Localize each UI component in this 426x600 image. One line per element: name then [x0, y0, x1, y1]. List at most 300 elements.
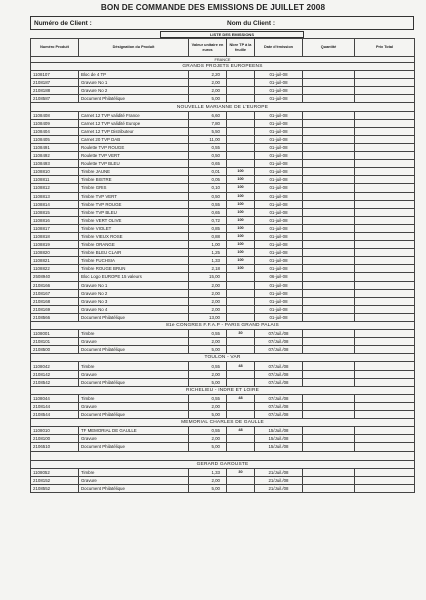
quantity-cell[interactable] [303, 119, 355, 127]
product-number-cell: 1108409 [31, 119, 79, 127]
col-header-quantite: Quantité [303, 39, 355, 57]
unit-value-cell: 0,50 [189, 152, 227, 160]
product-number-cell: 2108542 [31, 378, 79, 386]
quantity-cell[interactable] [303, 476, 355, 484]
quantity-cell[interactable] [303, 216, 355, 224]
client-name-label: Nom du Client : [227, 19, 276, 27]
stamps-per-sheet-cell: 100 [227, 200, 255, 208]
emission-date-cell: 01-juil-08 [255, 216, 303, 224]
product-name-cell: Timbre VIOLET [79, 224, 189, 232]
product-name-cell: Timbre [79, 394, 189, 402]
product-name-cell: Timbre ORANGE [79, 241, 189, 249]
unit-value-cell: 1,33 [189, 257, 227, 265]
product-name-cell: Carnet 12 TVP validité Europe [79, 119, 189, 127]
unit-value-cell: 0,65 [189, 160, 227, 168]
total-price-cell[interactable] [355, 402, 415, 410]
product-number-cell: 2108566 [31, 313, 79, 321]
product-number-cell: 2108187 [31, 79, 79, 87]
unit-value-cell: 2,00 [189, 338, 227, 346]
total-price-cell[interactable] [355, 143, 415, 151]
quantity-cell[interactable] [303, 184, 355, 192]
product-name-cell: TF MEMORIAL DE GAULLE [79, 427, 189, 435]
client-number-label: Numéro de Client : [34, 19, 92, 27]
unit-value-cell: 0,10 [189, 184, 227, 192]
unit-value-cell: 13,00 [189, 313, 227, 321]
quantity-cell[interactable] [303, 135, 355, 143]
product-number-cell: 1108493 [31, 160, 79, 168]
table-row [31, 362, 415, 370]
unit-value-cell: 0,55 [189, 143, 227, 151]
total-price-cell[interactable] [355, 411, 415, 419]
total-price-cell[interactable] [355, 87, 415, 95]
table-row [31, 119, 415, 127]
quantity-cell[interactable] [303, 362, 355, 370]
stamps-per-sheet-cell [227, 127, 255, 135]
total-price-cell[interactable] [355, 216, 415, 224]
stamps-per-sheet-cell: 100 [227, 216, 255, 224]
product-name-cell: Timbre FUCHSIA [79, 257, 189, 265]
unit-value-cell: 7,80 [189, 119, 227, 127]
total-price-cell[interactable] [355, 273, 415, 281]
unit-value-cell: 0,85 [189, 224, 227, 232]
table-row [31, 281, 415, 289]
stamps-per-sheet-cell: 100 [227, 257, 255, 265]
total-price-cell[interactable] [355, 484, 415, 492]
product-name-cell: Timbre [79, 330, 189, 338]
emission-date-cell: 01-juil-08 [255, 232, 303, 240]
product-number-cell: 1108820 [31, 249, 79, 257]
product-number-cell: 1108044 [31, 394, 79, 402]
total-price-cell[interactable] [355, 232, 415, 240]
product-number-cell: 2108142 [31, 370, 79, 378]
table-row [31, 208, 415, 216]
product-name-cell: Document Philatélique [79, 313, 189, 321]
quantity-cell[interactable] [303, 152, 355, 160]
product-name-cell: Document Philatélique [79, 378, 189, 386]
table-row [31, 346, 415, 354]
product-number-cell: 1108821 [31, 257, 79, 265]
table-row [31, 273, 415, 281]
quantity-cell[interactable] [303, 87, 355, 95]
emission-date-cell: 01-juil-08 [255, 184, 303, 192]
emission-date-cell: 07/Juil./08 [255, 411, 303, 419]
emission-date-cell: 01-juil-08 [255, 95, 303, 103]
product-name-cell: Gravure No 4 [79, 305, 189, 313]
unit-value-cell: 0,01 [189, 168, 227, 176]
emission-date-cell: 01-juil-08 [255, 249, 303, 257]
emission-date-cell: 07/Juil./08 [255, 330, 303, 338]
quantity-cell[interactable] [303, 208, 355, 216]
stamps-per-sheet-cell [227, 87, 255, 95]
table-row [31, 200, 415, 208]
quantity-cell[interactable] [303, 427, 355, 435]
quantity-cell[interactable] [303, 297, 355, 305]
product-number-cell: 1108818 [31, 232, 79, 240]
product-name-cell: Carnet 20 TVP DAB [79, 135, 189, 143]
quantity-cell[interactable] [303, 346, 355, 354]
stamps-per-sheet-cell: 100 [227, 249, 255, 257]
table-row [31, 232, 415, 240]
col-header-date: Date d'émission [255, 39, 303, 57]
total-price-cell[interactable] [355, 443, 415, 451]
emission-date-cell: 06-juil-08 [255, 273, 303, 281]
emission-date-cell: 07/Juil./08 [255, 338, 303, 346]
product-number-cell: 1108814 [31, 200, 79, 208]
table-row [31, 435, 415, 443]
quantity-cell[interactable] [303, 160, 355, 168]
unit-value-cell: 6,60 [189, 111, 227, 119]
product-name-cell: Gravure No 2 [79, 289, 189, 297]
product-name-cell: Roulette TVP ROUGE [79, 143, 189, 151]
product-name-cell: Roulette TVP VERT [79, 152, 189, 160]
unit-value-cell: 0,05 [189, 176, 227, 184]
quantity-cell[interactable] [303, 143, 355, 151]
emission-date-cell: 01-juil-08 [255, 257, 303, 265]
unit-value-cell: 0,55 [189, 330, 227, 338]
product-name-cell: Timbre TVP ROUGE [79, 200, 189, 208]
total-price-cell[interactable] [355, 135, 415, 143]
stamps-per-sheet-cell [227, 346, 255, 354]
stamps-per-sheet-cell [227, 305, 255, 313]
total-price-cell[interactable] [355, 127, 415, 135]
stamps-per-sheet-cell: 48 [227, 362, 255, 370]
total-price-cell[interactable] [355, 257, 415, 265]
product-number-cell: 2108144 [31, 402, 79, 410]
stamps-per-sheet-cell [227, 135, 255, 143]
product-number-cell: 1108010 [31, 427, 79, 435]
total-price-cell[interactable] [355, 71, 415, 79]
section-header-row [31, 460, 415, 468]
emission-date-cell: 15/Juil./08 [255, 435, 303, 443]
product-number-cell: 1108107 [31, 71, 79, 79]
quantity-cell[interactable] [303, 402, 355, 410]
unit-value-cell: 2,00 [189, 305, 227, 313]
table-row [31, 241, 415, 249]
total-price-cell[interactable] [355, 119, 415, 127]
emission-date-cell: 01-juil-08 [255, 281, 303, 289]
product-name-cell: Document Philatélique [79, 95, 189, 103]
col-header-valeur: Valeur unitaire en euros [189, 39, 227, 57]
quantity-cell[interactable] [303, 224, 355, 232]
stamps-per-sheet-cell [227, 289, 255, 297]
table-header-row [31, 39, 415, 57]
section-title: MEMORIAL CHARLES DE GAULLE [31, 419, 415, 427]
unit-value-cell: 2,00 [189, 289, 227, 297]
product-name-cell: Timbre TVP BLEU [79, 208, 189, 216]
unit-value-cell: 5,00 [189, 484, 227, 492]
spacer-row [31, 451, 415, 460]
total-price-cell[interactable] [355, 111, 415, 119]
quantity-cell[interactable] [303, 435, 355, 443]
emission-date-cell: 07/Juil./08 [255, 394, 303, 402]
unit-value-cell: 2,00 [189, 281, 227, 289]
quantity-cell[interactable] [303, 232, 355, 240]
total-price-cell[interactable] [355, 289, 415, 297]
quantity-cell[interactable] [303, 273, 355, 281]
product-number-cell: 1108492 [31, 152, 79, 160]
unit-value-cell: 0,55 [189, 394, 227, 402]
total-price-cell[interactable] [355, 305, 415, 313]
emission-date-cell: 15/Juil./08 [255, 443, 303, 451]
total-price-cell[interactable] [355, 192, 415, 200]
unit-value-cell: 5,00 [189, 346, 227, 354]
emission-date-cell: 21/Juil./08 [255, 468, 303, 476]
product-number-cell: 2108152 [31, 476, 79, 484]
quantity-cell[interactable] [303, 265, 355, 273]
table-row [31, 378, 415, 386]
country-label: FRANCE [31, 57, 415, 63]
section-title: 81e CONGRES F.F.A.P - PARIS GRAND PALAIS [31, 322, 415, 330]
product-number-cell: 2108188 [31, 87, 79, 95]
stamps-per-sheet-cell [227, 119, 255, 127]
emission-date-cell: 01-juil-08 [255, 152, 303, 160]
stamps-per-sheet-cell [227, 476, 255, 484]
table-row [31, 249, 415, 257]
emission-date-cell: 01-juil-08 [255, 127, 303, 135]
table-row [31, 216, 415, 224]
total-price-cell[interactable] [355, 265, 415, 273]
product-number-cell: 1108042 [31, 362, 79, 370]
product-number-cell: 2108544 [31, 411, 79, 419]
emission-date-cell: 01-juil-08 [255, 160, 303, 168]
product-name-cell: Timbre BISTRE [79, 176, 189, 184]
total-price-cell[interactable] [355, 468, 415, 476]
stamps-per-sheet-cell [227, 338, 255, 346]
total-price-cell[interactable] [355, 338, 415, 346]
emission-date-cell: 01-juil-08 [255, 176, 303, 184]
product-name-cell: Bloc de 4 TP [79, 71, 189, 79]
emission-date-cell: 01-juil-08 [255, 119, 303, 127]
quantity-cell[interactable] [303, 257, 355, 265]
client-info-box [30, 16, 414, 30]
table-row [31, 224, 415, 232]
quantity-cell[interactable] [303, 200, 355, 208]
total-price-cell[interactable] [355, 176, 415, 184]
emission-date-cell: 01-juil-08 [255, 241, 303, 249]
quantity-cell[interactable] [303, 443, 355, 451]
emission-date-cell: 01-juil-08 [255, 87, 303, 95]
total-price-cell[interactable] [355, 79, 415, 87]
table-row [31, 313, 415, 321]
total-price-cell[interactable] [355, 394, 415, 402]
product-number-cell: 1108819 [31, 241, 79, 249]
product-number-cell: 2108100 [31, 435, 79, 443]
total-price-cell[interactable] [355, 476, 415, 484]
total-price-cell[interactable] [355, 168, 415, 176]
table-row [31, 257, 415, 265]
quantity-cell[interactable] [303, 289, 355, 297]
quantity-cell[interactable] [303, 192, 355, 200]
emission-date-cell: 01-juil-08 [255, 143, 303, 151]
total-price-cell[interactable] [355, 435, 415, 443]
stamps-per-sheet-cell [227, 378, 255, 386]
total-price-cell[interactable] [355, 208, 415, 216]
table-row [31, 394, 415, 402]
product-name-cell: Carnet 12 TVP Distributeur [79, 127, 189, 135]
total-price-cell[interactable] [355, 241, 415, 249]
emission-date-cell: 01-juil-08 [255, 305, 303, 313]
product-name-cell: Document Philatélique [79, 443, 189, 451]
unit-value-cell: 0,72 [189, 216, 227, 224]
total-price-cell[interactable] [355, 152, 415, 160]
unit-value-cell: 2,20 [189, 71, 227, 79]
product-number-cell: 1108816 [31, 216, 79, 224]
total-price-cell[interactable] [355, 362, 415, 370]
total-price-cell[interactable] [355, 160, 415, 168]
quantity-cell[interactable] [303, 468, 355, 476]
stamps-per-sheet-cell: 30 [227, 468, 255, 476]
quantity-cell[interactable] [303, 370, 355, 378]
stamps-per-sheet-cell [227, 435, 255, 443]
emission-date-cell: 01-juil-08 [255, 71, 303, 79]
liste-emissions-label: LISTE DES EMISSIONS [160, 31, 304, 38]
table-row [31, 370, 415, 378]
total-price-cell[interactable] [355, 370, 415, 378]
product-name-cell: Timbre BLEU CLAIR [79, 249, 189, 257]
table-row [31, 411, 415, 419]
unit-value-cell: 2,00 [189, 370, 227, 378]
product-number-cell: 1108815 [31, 208, 79, 216]
unit-value-cell: 5,00 [189, 411, 227, 419]
product-name-cell: Gravure [79, 338, 189, 346]
table-row [31, 184, 415, 192]
stamps-per-sheet-cell: 48 [227, 394, 255, 402]
quantity-cell[interactable] [303, 394, 355, 402]
product-name-cell: Document Philatélique [79, 411, 189, 419]
product-name-cell: Gravure No 2 [79, 87, 189, 95]
table-row [31, 192, 415, 200]
product-name-cell: Gravure No 3 [79, 297, 189, 305]
total-price-cell[interactable] [355, 346, 415, 354]
unit-value-cell: 0,55 [189, 200, 227, 208]
product-number-cell: 1108817 [31, 224, 79, 232]
table-row [31, 338, 415, 346]
quantity-cell[interactable] [303, 313, 355, 321]
total-price-cell[interactable] [355, 297, 415, 305]
unit-value-cell: 0,55 [189, 427, 227, 435]
quantity-cell[interactable] [303, 176, 355, 184]
emission-date-cell: 01-juil-08 [255, 192, 303, 200]
stamps-per-sheet-cell: 30 [227, 330, 255, 338]
stamps-per-sheet-cell [227, 152, 255, 160]
quantity-cell[interactable] [303, 378, 355, 386]
emission-date-cell: 15/Juil./08 [255, 427, 303, 435]
unit-value-cell: 1,33 [189, 468, 227, 476]
product-name-cell: Timbre VIEUX ROSE [79, 232, 189, 240]
stamps-per-sheet-cell [227, 313, 255, 321]
total-price-cell[interactable] [355, 427, 415, 435]
quantity-cell[interactable] [303, 111, 355, 119]
unit-value-cell: 15,00 [189, 273, 227, 281]
product-number-cell: 1108813 [31, 192, 79, 200]
total-price-cell[interactable] [355, 184, 415, 192]
stamps-per-sheet-cell [227, 160, 255, 168]
quantity-cell[interactable] [303, 79, 355, 87]
unit-value-cell: 1,25 [189, 249, 227, 257]
product-name-cell: Roulette TVP BLEU [79, 160, 189, 168]
product-name-cell: Gravure [79, 370, 189, 378]
total-price-cell[interactable] [355, 281, 415, 289]
stamps-per-sheet-cell [227, 273, 255, 281]
quantity-cell[interactable] [303, 241, 355, 249]
product-name-cell: Document Philatélique [79, 484, 189, 492]
product-number-cell: 2108169 [31, 305, 79, 313]
unit-value-cell: 0,65 [189, 208, 227, 216]
page-title: BON DE COMMANDE DES EMISSIONS DE JUILLET 2008 [100, 3, 326, 12]
unit-value-cell: 1,00 [189, 241, 227, 249]
quantity-cell[interactable] [303, 127, 355, 135]
table-row [31, 443, 415, 451]
table-row [31, 176, 415, 184]
stamps-per-sheet-cell: 100 [227, 241, 255, 249]
product-name-cell: Document Philatélique [79, 346, 189, 354]
quantity-cell[interactable] [303, 338, 355, 346]
table-row [31, 87, 415, 95]
stamps-per-sheet-cell: 100 [227, 232, 255, 240]
emissions-table [30, 38, 415, 493]
product-number-cell: 1108810 [31, 168, 79, 176]
product-name-cell: Carnet 12 TVP validité France [79, 111, 189, 119]
product-name-cell: Timbre [79, 468, 189, 476]
col-header-prix: Prix Total [355, 39, 415, 57]
product-number-cell: 1108408 [31, 111, 79, 119]
total-price-cell[interactable] [355, 313, 415, 321]
unit-value-cell: 5,00 [189, 95, 227, 103]
col-header-nbre: Nbre TP à la feuille [227, 39, 255, 57]
table-row [31, 484, 415, 492]
unit-value-cell: 0,50 [189, 192, 227, 200]
product-number-cell: 2108101 [31, 338, 79, 346]
emission-date-cell: 21/Juil./08 [255, 484, 303, 492]
total-price-cell[interactable] [355, 224, 415, 232]
section-title: NOUVELLE MARIANNE DE L'EUROPE [31, 103, 415, 111]
quantity-cell[interactable] [303, 71, 355, 79]
section-title: GRANDS PROJETS EUROPEENS [31, 63, 415, 71]
total-price-cell[interactable] [355, 249, 415, 257]
section-header-row [31, 103, 415, 111]
unit-value-cell: 0,55 [189, 362, 227, 370]
quantity-cell[interactable] [303, 168, 355, 176]
quantity-cell[interactable] [303, 484, 355, 492]
emission-date-cell: 01-juil-08 [255, 200, 303, 208]
emission-date-cell: 01-juil-08 [255, 79, 303, 87]
emission-date-cell: 01-juil-08 [255, 224, 303, 232]
stamps-per-sheet-cell [227, 79, 255, 87]
unit-value-cell: 2,00 [189, 297, 227, 305]
emission-date-cell: 01-juil-08 [255, 265, 303, 273]
total-price-cell[interactable] [355, 200, 415, 208]
product-number-cell: 2508940 [31, 273, 79, 281]
stamps-per-sheet-cell [227, 411, 255, 419]
quantity-cell[interactable] [303, 281, 355, 289]
emission-date-cell: 07/Juil./08 [255, 370, 303, 378]
table-row [31, 305, 415, 313]
total-price-cell[interactable] [355, 95, 415, 103]
table-row [31, 135, 415, 143]
quantity-cell[interactable] [303, 305, 355, 313]
quantity-cell[interactable] [303, 249, 355, 257]
total-price-cell[interactable] [355, 330, 415, 338]
quantity-cell[interactable] [303, 330, 355, 338]
product-name-cell: Gravure No 1 [79, 79, 189, 87]
emission-date-cell: 21/Juil./08 [255, 476, 303, 484]
quantity-cell[interactable] [303, 95, 355, 103]
table-row [31, 160, 415, 168]
total-price-cell[interactable] [355, 378, 415, 386]
product-number-cell: 2106510 [31, 443, 79, 451]
quantity-cell[interactable] [303, 411, 355, 419]
emission-date-cell: 07/Juil./08 [255, 362, 303, 370]
